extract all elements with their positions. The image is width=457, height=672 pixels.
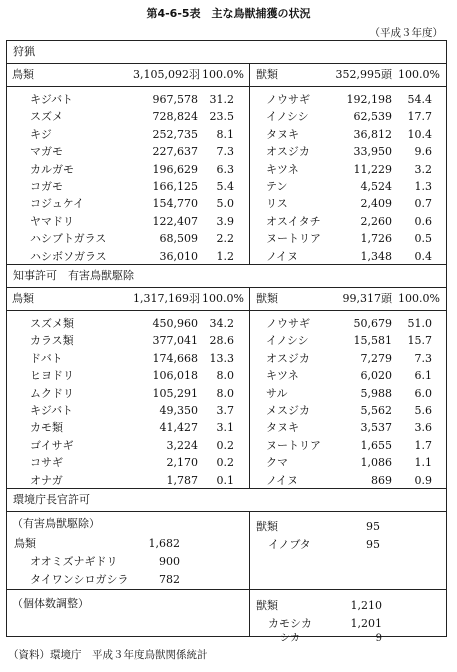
hunting-bird-pct: 1.2 (216, 249, 234, 263)
governor-beasts-label: 獣類 (256, 292, 278, 305)
governor-bird-name: ムクドリ (30, 386, 74, 400)
divider-governor (249, 287, 250, 488)
hunting-bird-name: コジュケイ (30, 197, 85, 211)
hunting-birds-pct: 100.0% (202, 68, 244, 81)
hunting-bird-name: ハシボソガラス (30, 249, 107, 263)
rule-governor-header-top (6, 264, 447, 265)
governor-bird-name: スズメ類 (30, 317, 74, 330)
agency-population-beast-count: 9 (375, 633, 382, 644)
governor-bird-count: 2,170 (166, 456, 198, 470)
hunting-bird-pct: 8.1 (216, 127, 234, 141)
governor-beast-name: タヌキ (266, 421, 299, 435)
hunting-beast-count: 2,409 (360, 197, 392, 211)
hunting-beast-name: ノイヌ (266, 249, 299, 263)
agency-pest-bird-name: タイワンシロガシラ (30, 573, 129, 586)
hunting-beast-pct: 1.3 (414, 180, 432, 193)
governor-beast-pct: 3.6 (414, 421, 432, 435)
hunting-bird-pct: 5.0 (216, 197, 234, 211)
governor-bird-pct: 8.0 (216, 386, 234, 400)
governor-bird-name: ヒヨドリ (30, 369, 74, 383)
hunting-beast-count: 192,198 (346, 93, 392, 106)
agency-population-beasts-total: 1,210 (350, 599, 382, 612)
agency-pest-beast-count: 95 (366, 538, 380, 551)
hunting-beast-count: 33,950 (353, 145, 392, 159)
governor-bird-name: カラス類 (30, 334, 74, 348)
hunting-beast-name: オスジカ (266, 145, 310, 159)
hunting-beast-pct: 0.6 (414, 214, 432, 228)
hunting-bird-name: コガモ (30, 180, 63, 193)
rule-governor-totals (6, 310, 447, 311)
governor-beast-name: ノウサギ (266, 317, 310, 330)
governor-bird-name: コサギ (30, 456, 63, 470)
hunting-bird-name: キジ (30, 127, 52, 141)
governor-beasts-total: 99,317頭 (342, 292, 392, 305)
section-agency: 環境庁長官許可 (13, 493, 90, 506)
hunting-beast-pct: 0.4 (414, 249, 432, 263)
hunting-beast-pct: 0.5 (414, 232, 432, 246)
hunting-bird-pct: 23.5 (209, 110, 234, 124)
governor-bird-count: 174,668 (152, 351, 198, 365)
governor-beasts-pct: 100.0% (398, 292, 440, 305)
hunting-bird-count: 154,770 (152, 197, 198, 211)
hunting-beast-count: 62,539 (353, 110, 392, 124)
section-governor: 知事許可 有害鳥獣駆除 (13, 269, 134, 282)
hunting-bird-pct: 31.2 (209, 93, 234, 106)
hunting-beast-count: 1,726 (360, 232, 392, 246)
hunting-beast-pct: 0.7 (414, 197, 432, 211)
hunting-beast-name: テン (266, 180, 288, 193)
agency-population-beast-name: シカ (280, 633, 300, 644)
governor-beast-pct: 5.6 (414, 404, 432, 417)
governor-beast-pct: 51.0 (407, 317, 432, 330)
governor-beast-name: クマ (266, 456, 288, 470)
governor-beast-name: ノイヌ (266, 473, 299, 487)
hunting-beast-name: リス (266, 197, 288, 211)
rule-governor-header (6, 287, 447, 288)
hunting-bird-count: 166,125 (152, 180, 198, 193)
agency-pest-bird-count: 782 (159, 573, 180, 586)
governor-bird-name: カモ類 (30, 421, 63, 435)
agency-pest-bird-name: オオミズナギドリ (30, 555, 118, 568)
hunting-bird-pct: 7.3 (216, 145, 234, 159)
governor-bird-pct: 0.2 (216, 456, 234, 470)
divider-agency (249, 511, 250, 637)
hunting-beast-count: 1,348 (360, 249, 392, 263)
governor-bird-pct: 3.7 (216, 404, 234, 417)
governor-beast-count: 15,581 (353, 334, 392, 348)
governor-beast-pct: 6.0 (414, 386, 432, 400)
governor-beast-count: 1,086 (360, 456, 392, 470)
governor-beast-name: サル (266, 386, 288, 400)
governor-bird-name: ゴイサギ (30, 438, 74, 452)
governor-bird-pct: 0.2 (216, 438, 234, 452)
governor-bird-count: 49,350 (159, 404, 198, 417)
fiscal-year-note: （平成３年度） (369, 27, 443, 39)
hunting-beast-count: 11,229 (353, 162, 392, 176)
governor-bird-pct: 0.1 (216, 473, 234, 487)
governor-beast-count: 869 (371, 473, 392, 487)
governor-bird-pct: 8.0 (216, 369, 234, 383)
rule-population (6, 589, 447, 590)
hunting-beast-count: 2,260 (360, 214, 392, 228)
hunting-beast-name: ノウサギ (266, 93, 310, 106)
agency-population-beast-name: カモシカ (268, 617, 312, 630)
hunting-bird-name: キジバト (30, 93, 73, 106)
hunting-birds-total: 3,105,092羽 (133, 68, 200, 81)
governor-beast-count: 3,537 (360, 421, 392, 435)
hunting-birds-label: 鳥類 (12, 68, 34, 81)
governor-beast-pct: 0.9 (414, 473, 432, 487)
governor-bird-count: 105,291 (152, 386, 198, 400)
hunting-bird-name: スズメ (30, 110, 63, 124)
table-title: 第4-6-5表 主な鳥獣捕獲の状況 (146, 7, 311, 20)
hunting-bird-count: 122,407 (152, 214, 198, 228)
hunting-beast-pct: 9.6 (414, 145, 432, 159)
hunting-beast-pct: 54.4 (407, 93, 432, 106)
agency-population-label: （個体数調整） (12, 597, 89, 610)
governor-birds-pct: 100.0% (202, 292, 244, 305)
hunting-beast-count: 36,812 (353, 127, 392, 141)
hunting-beast-name: オスイタチ (266, 214, 321, 228)
hunting-bird-count: 227,637 (152, 145, 198, 159)
hunting-beast-name: イノシシ (266, 110, 309, 124)
governor-bird-pct: 28.6 (209, 334, 234, 348)
governor-bird-pct: 13.3 (209, 351, 234, 365)
governor-beast-count: 1,655 (360, 438, 392, 452)
governor-beast-count: 6,020 (360, 369, 392, 383)
hunting-beasts-label: 獣類 (256, 68, 278, 81)
rule-agency-header-top (6, 488, 447, 489)
agency-pest-birds-label: 鳥類 (14, 537, 36, 550)
governor-bird-count: 3,224 (166, 438, 198, 452)
governor-beast-count: 7,279 (360, 351, 392, 365)
governor-bird-count: 41,427 (159, 421, 198, 435)
hunting-beast-name: タヌキ (266, 127, 299, 141)
governor-bird-name: ドバト (30, 351, 63, 365)
hunting-bird-count: 728,824 (152, 110, 198, 124)
governor-beast-pct: 1.1 (414, 456, 432, 470)
agency-pest-beasts-label: 獣類 (256, 520, 278, 533)
hunting-bird-count: 967,578 (152, 93, 198, 106)
governor-beast-pct: 15.7 (407, 334, 432, 348)
hunting-bird-name: ハシブトガラス (30, 232, 107, 246)
governor-beast-pct: 7.3 (414, 351, 432, 365)
governor-bird-pct: 34.2 (209, 317, 234, 330)
hunting-bird-pct: 6.3 (216, 162, 234, 176)
hunting-bird-count: 68,509 (159, 232, 198, 246)
hunting-bird-name: カルガモ (30, 162, 74, 176)
governor-beast-pct: 6.1 (414, 369, 432, 383)
agency-pest-beast-name: イノブタ (268, 538, 311, 551)
hunting-beast-name: ヌートリア (266, 232, 321, 246)
governor-beast-name: キツネ (266, 369, 299, 383)
hunting-beast-pct: 3.2 (414, 162, 432, 176)
governor-beast-name: ヌートリア (266, 438, 321, 452)
hunting-bird-count: 252,735 (152, 127, 198, 141)
hunting-beast-name: キツネ (266, 162, 299, 176)
governor-bird-pct: 3.1 (216, 421, 234, 435)
governor-birds-label: 鳥類 (12, 292, 34, 305)
governor-beast-count: 5,562 (360, 404, 392, 417)
rule-hunting-totals (6, 86, 447, 87)
agency-pest-bird-count: 900 (159, 555, 180, 568)
hunting-bird-count: 196,629 (152, 162, 198, 176)
governor-bird-name: オナガ (30, 473, 63, 487)
source-note: （資料）環境庁 平成３年度鳥獣関係統計 (8, 649, 208, 661)
governor-birds-total: 1,317,169羽 (133, 292, 200, 305)
governor-bird-count: 450,960 (152, 317, 198, 330)
hunting-beasts-pct: 100.0% (398, 68, 440, 81)
governor-beast-pct: 1.7 (414, 438, 432, 452)
governor-bird-name: キジバト (30, 404, 73, 417)
hunting-beasts-total: 352,995頭 (335, 68, 392, 81)
hunting-bird-pct: 2.2 (216, 232, 234, 246)
governor-beast-name: イノシシ (266, 334, 309, 348)
agency-pest-birds-total: 1,682 (148, 537, 180, 550)
divider-hunting (249, 63, 250, 264)
hunting-bird-pct: 3.9 (216, 214, 234, 228)
rule-hunting-header (6, 63, 447, 64)
governor-beast-count: 50,679 (353, 317, 392, 330)
governor-beast-name: オスジカ (266, 351, 310, 365)
hunting-bird-name: ヤマドリ (30, 214, 74, 228)
agency-pest-beasts-total: 95 (366, 520, 380, 533)
hunting-bird-count: 36,010 (159, 249, 198, 263)
governor-bird-count: 377,041 (152, 334, 198, 348)
agency-population-beasts-label: 獣類 (256, 599, 278, 612)
agency-population-beast-count: 1,201 (350, 617, 382, 630)
hunting-bird-pct: 5.4 (216, 180, 234, 193)
hunting-beast-count: 4,524 (360, 180, 392, 193)
hunting-beast-pct: 10.4 (407, 127, 432, 141)
section-hunting: 狩猟 (13, 45, 35, 58)
agency-pest-label: （有害鳥獣駆除） (12, 517, 100, 530)
rule-agency-header (6, 511, 447, 512)
governor-beast-name: メスジカ (266, 404, 310, 417)
governor-bird-count: 106,018 (152, 369, 198, 383)
hunting-bird-name: マガモ (30, 145, 63, 159)
hunting-beast-pct: 17.7 (407, 110, 432, 124)
governor-beast-count: 5,988 (360, 386, 392, 400)
governor-bird-count: 1,787 (166, 473, 198, 487)
